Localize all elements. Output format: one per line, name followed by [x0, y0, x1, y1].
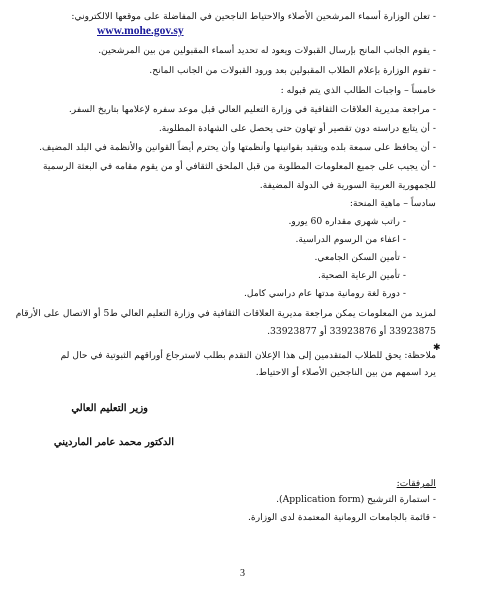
list-item: - دورة لغة رومانية مدتها عام دراسي كامل.	[243, 288, 406, 299]
note-line: يرد اسمهم من بين الناجحين الأصلاء أو الاحتياط.	[255, 367, 436, 378]
list-item: - تأمين السكن الجامعي.	[314, 252, 406, 263]
note-line: ملاحظة: يحق للطلاب المتقدمين إلى هذا الإعلان التقدم بطلب لاسترجاع أوراقهم الثبوتية في حال لم	[60, 350, 436, 361]
website-link[interactable]: www.mohe.gov.sy	[97, 25, 184, 37]
text-line: - أن يجيب على جميع المعلومات المطلوبة من قبل الملحق الثقافي أو من يقوم مقامه في البعثة الرسمية	[42, 161, 436, 172]
attachment-item: - استمارة الترشيح (Application form).	[276, 494, 436, 505]
list-item: - راتب شهري مقداره 60 يورو.	[288, 216, 406, 227]
phone-numbers: 33923875 أو 33923876 أو 33923877.	[267, 326, 436, 337]
section-heading: خامساً – واجبات الطالب الذي يتم قبوله :	[280, 85, 436, 96]
text-line: - أن يتابع دراسته دون تقصير أو تهاون حتى يحصل على الشهادة المطلوبة.	[158, 123, 436, 134]
text-line: - أن يحافظ على سمعة بلده ويتقيد بقوانينها وأنظمتها وأن يحترم أيضاً القوانين والأنظمة في البلد المضيف.	[39, 142, 436, 153]
list-item: - اعفاء من الرسوم الدراسية.	[295, 234, 406, 245]
text-line: - يقوم الجانب المانح بإرسال القبولات ويعود له تحديد أسماء المقبولين من بين المرشحين.	[98, 45, 436, 56]
text-line: - تقوم الوزارة بإعلام الطلاب المقبولين بعد ورود القبولات من الجانب المانح.	[149, 65, 436, 76]
section-heading: سادساً – ماهية المنحة:	[349, 198, 436, 209]
signature-title: وزير التعليم العالي	[71, 403, 148, 414]
asterisk-icon: ✱	[433, 343, 441, 353]
signature-name: الدكتور محمد عامر المارديني	[53, 437, 174, 448]
text-line: - مراجعة مديرية العلاقات الثقافية في وزارة التعليم العالي قبل موعد سفره لإعلامها بتاريخ السفر.	[68, 104, 436, 115]
list-item: - تأمين الرعاية الصحية.	[318, 270, 406, 281]
attachments-heading: المرفقات:	[396, 478, 436, 489]
text-line: - تعلن الوزارة أسماء المرشحين الأصلاء والاحتياط الناجحين في المفاضلة على موقعها الالكتروني:	[71, 11, 436, 22]
page-number: 3	[240, 568, 245, 579]
attachment-item: - قائمة بالجامعات الرومانية المعتمدة لدى الوزارة.	[247, 512, 436, 523]
text-line: لمزيد من المعلومات يمكن مراجعة مديرية العلاقات الثقافية في وزارة التعليم العالي ط5 أو الاتصال على الأرقام	[15, 308, 436, 319]
text-line: للجمهورية العربية السورية في الدولة المضيفة.	[259, 180, 436, 191]
